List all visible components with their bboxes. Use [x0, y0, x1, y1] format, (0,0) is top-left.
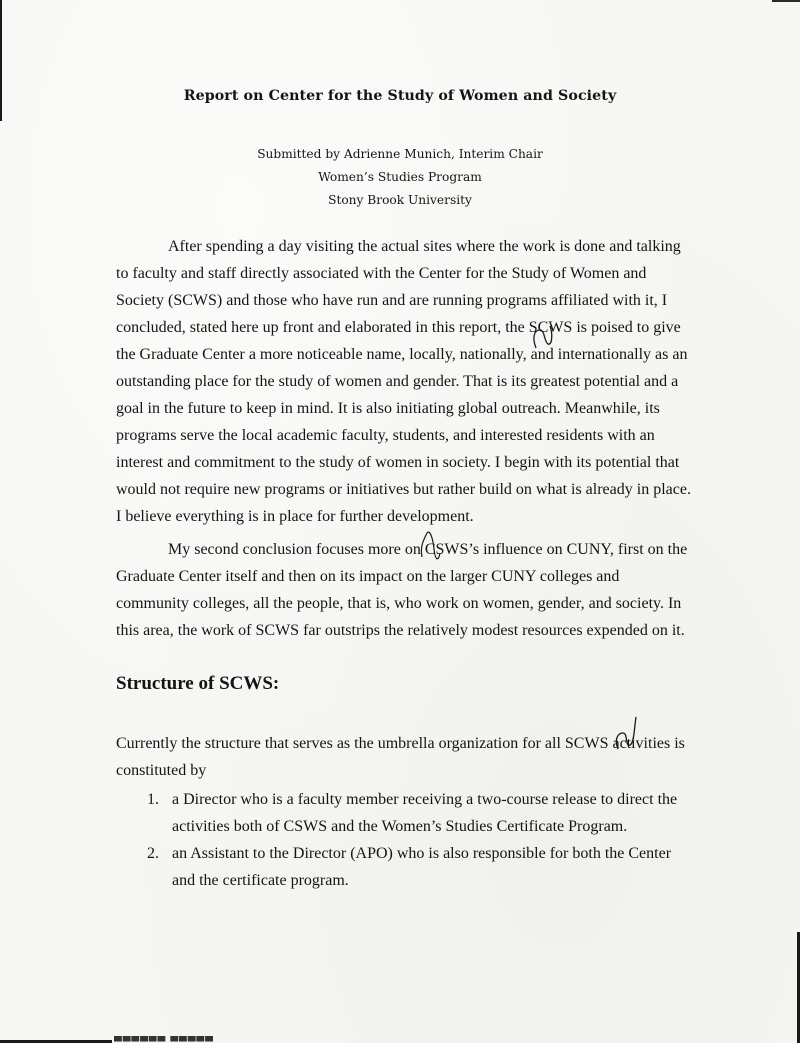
university-line: Stony Brook University	[328, 193, 472, 207]
list-item	[116, 840, 691, 894]
list-text: an Assistant to the Director (APO) who is also responsible for both the Center and the certificate program.	[172, 845, 672, 889]
list-item	[116, 786, 691, 840]
paragraph-1: After spending a day visiting the actual sites where the work is done and talking to faculty and staff directly associated with the Center for the Study of Women and Society (SCWS) and those who have run and are running programs affiliated with it, I concluded, stated here up front and elaborated in this report, the SCWS is poised to give the Graduate Center a more noticeable name, locally, nationally, and internationally as an outstanding place for the study of women and gender. That is its greatest potential and a goal in the future to keep in mind. It is also initiating global outreach. Meanwhile, its programs serve the local academic faculty, students, and interested residents with an interest and commitment to the study of women in society. I begin with its potential that would not require new programs or initiatives but rather build on what is already in place. I believe everything is in place for further development.	[116, 238, 691, 525]
list-text: a Director who is a faculty member receiving a two-course release to direct the activities both of CSWS and the Women’s Studies Certificate Program.	[172, 791, 678, 835]
cutoff-text-fragment: ▀▀▀▀▀▀ ▀▀▀▀▀	[114, 1037, 214, 1043]
structure-intro: Currently the structure that serves as the umbrella organization for all SCWS activities is constituted by	[116, 735, 685, 779]
document-title: Report on Center for the Study of Women and Society	[183, 88, 617, 104]
list-number: 1.	[147, 791, 159, 808]
scan-edge-top-right	[772, 0, 800, 2]
list-number: 2.	[147, 845, 159, 862]
submitted-by-line: Submitted by Adrienne Munich, Interim Chair	[257, 147, 543, 161]
paragraph-2: My second conclusion focuses more on CSWS’s influence on CUNY, first on the Graduate Center itself and then on its impact on the larger CUNY colleges and community colleges, all the people, that is, who work on women, gender, and society. In this area, the work of SCWS far outstrips the relatively modest resources expended on it.	[116, 541, 688, 639]
structure-list	[116, 786, 691, 894]
section-heading-structure: Structure of SCWS:	[116, 673, 280, 694]
program-line: Women’s Studies Program	[318, 170, 482, 184]
